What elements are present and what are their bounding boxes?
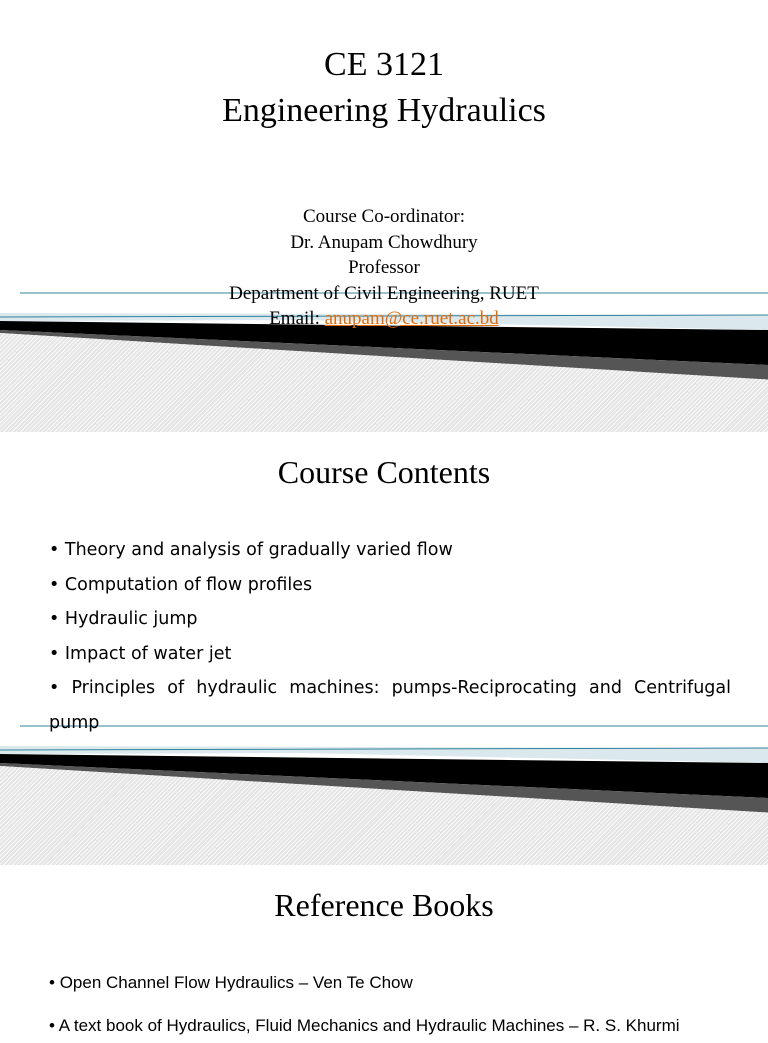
- course-code: CE 3121: [0, 45, 768, 85]
- coordinator-department: Department of Civil Engineering, RUET: [0, 281, 768, 307]
- email-line: [0, 306, 768, 332]
- list-item: • Theory and analysis of gradually varied flow: [49, 533, 731, 568]
- slide-course-contents: [0, 433, 768, 865]
- list-item: • A text book of Hydraulics, Fluid Mechanics and Hydraulic Machines – R. S. Khurmi: [49, 1009, 731, 1043]
- list-item: • Hydraulic jump: [49, 602, 731, 637]
- list-item: • Computation of flow profiles: [49, 568, 731, 603]
- coordinator-position: Professor: [0, 255, 768, 281]
- coordinator-block: [0, 204, 768, 332]
- email-label: Email:: [269, 308, 320, 329]
- list-item: • Open Channel Flow Hydraulics – Ven Te Chow: [49, 966, 731, 1001]
- coordinator-name: Dr. Anupam Chowdhury: [0, 230, 768, 256]
- slide-reference-books: [0, 866, 768, 1024]
- list-item: • Principles of hydraulic machines: pumps-Reciprocating and Centrifugal pump: [49, 671, 731, 740]
- reference-books-list: [49, 966, 731, 1043]
- slide-title-reference-books: Reference Books: [0, 885, 768, 925]
- email-link[interactable]: anupam@ce.ruet.ac.bd: [325, 308, 499, 329]
- coordinator-label: Course Co-ordinator:: [0, 204, 768, 230]
- slide-title-course-contents: Course Contents: [0, 452, 768, 492]
- course-title: Engineering Hydraulics: [0, 91, 768, 131]
- course-contents-list: [49, 533, 731, 740]
- slide-title: [0, 0, 768, 432]
- list-item: • Impact of water jet: [49, 637, 731, 672]
